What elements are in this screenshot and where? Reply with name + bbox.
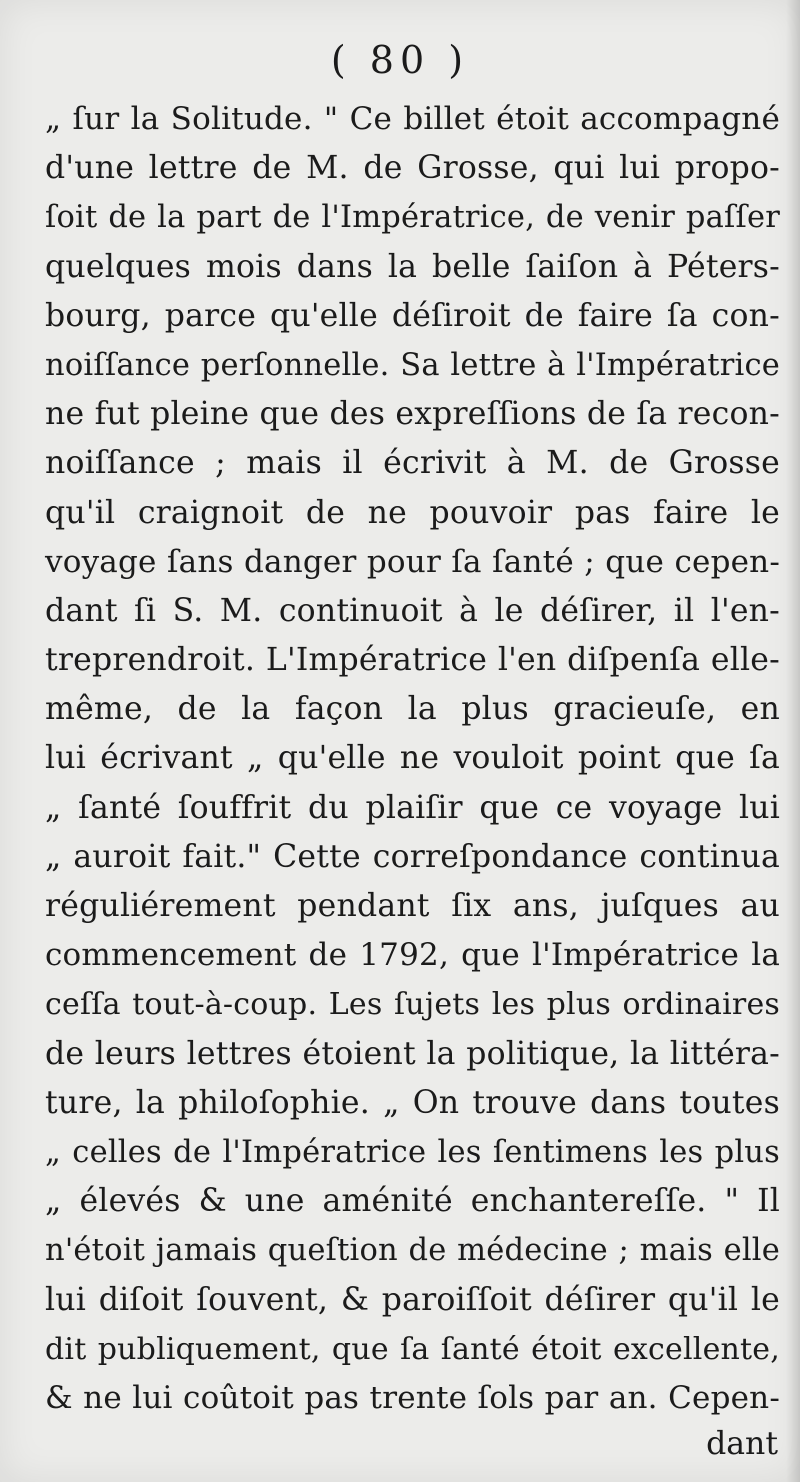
text-line: dant ſi S. M. continuoit à le déſirer, il l'en- — [45, 592, 780, 629]
text-line: réguliérement pendant ſix ans, juſques au — [45, 888, 780, 924]
text-line: quelques mois dans la belle ſaiſon à Péters- — [45, 248, 780, 285]
text-line: „ celles de l'Impératrice les ſentimens les plus — [45, 1134, 780, 1170]
text-line: ne fut pleine que des expreſſions de ſa recon- — [45, 396, 780, 433]
text-line: n'étoit jamais queſtion de médecine ; mais elle — [45, 1233, 780, 1269]
text-line: „ ſanté ſouffrit du plaiſir que ce voyage lui — [45, 789, 780, 826]
text-line: treprendroit. L'Impératrice l'en diſpenſa elle- — [45, 642, 780, 679]
text-line: „ élevés & une aménité enchantereſſe. " Il — [45, 1183, 780, 1220]
catchword: dant — [706, 1426, 778, 1462]
text-line: commencement de 1792, que l'Impératrice la — [45, 937, 780, 974]
text-line: de leurs lettres étoient la politique, la littéra- — [45, 1035, 780, 1072]
text-line: bourg, parce qu'elle déſiroit de faire ſa con- — [45, 297, 780, 334]
body-text — [45, 95, 780, 1423]
text-line: „ auroit fait." Cette correſpondance continua — [45, 838, 780, 875]
text-line: même, de la façon la plus gracieuſe, en — [45, 691, 780, 728]
text-line: noiſſance ; mais il écrivit à M. de Grosse — [45, 445, 780, 482]
text-line: lui écrivant „ qu'elle ne vouloit point que ſa — [45, 740, 780, 777]
text-line: voyage ſans danger pour ſa ſanté ; que cepen- — [45, 543, 780, 580]
text-line: & ne lui coûtoit pas trente ſols par an. Cepen- — [45, 1379, 780, 1416]
text-line: d'une lettre de M. de Grosse, qui lui propo- — [45, 150, 780, 187]
text-line: qu'il craignoit de ne pouvoir pas faire le — [45, 494, 780, 531]
text-line: ſoit de la part de l'Impératrice, de venir paſſer — [45, 200, 780, 236]
text-line: lui diſoit ſouvent, & paroiſſoit déſirer qu'il le — [45, 1281, 780, 1318]
page-edge-shadow — [786, 0, 800, 1482]
text-line: „ ſur la Solitude. " Ce billet étoit accompagné — [45, 101, 780, 137]
page-number: ( 80 ) — [330, 38, 470, 82]
text-line: ceſſa tout-à-coup. Les ſujets les plus ordinaires — [45, 987, 780, 1023]
text-line: ture, la philoſophie. „ On trouve dans toutes — [45, 1084, 780, 1121]
text-line: noiſſance perſonnelle. Sa lettre à l'Impératrice — [45, 347, 780, 383]
text-line: dit publiquement, que ſa ſanté étoit excellente, — [45, 1331, 780, 1367]
